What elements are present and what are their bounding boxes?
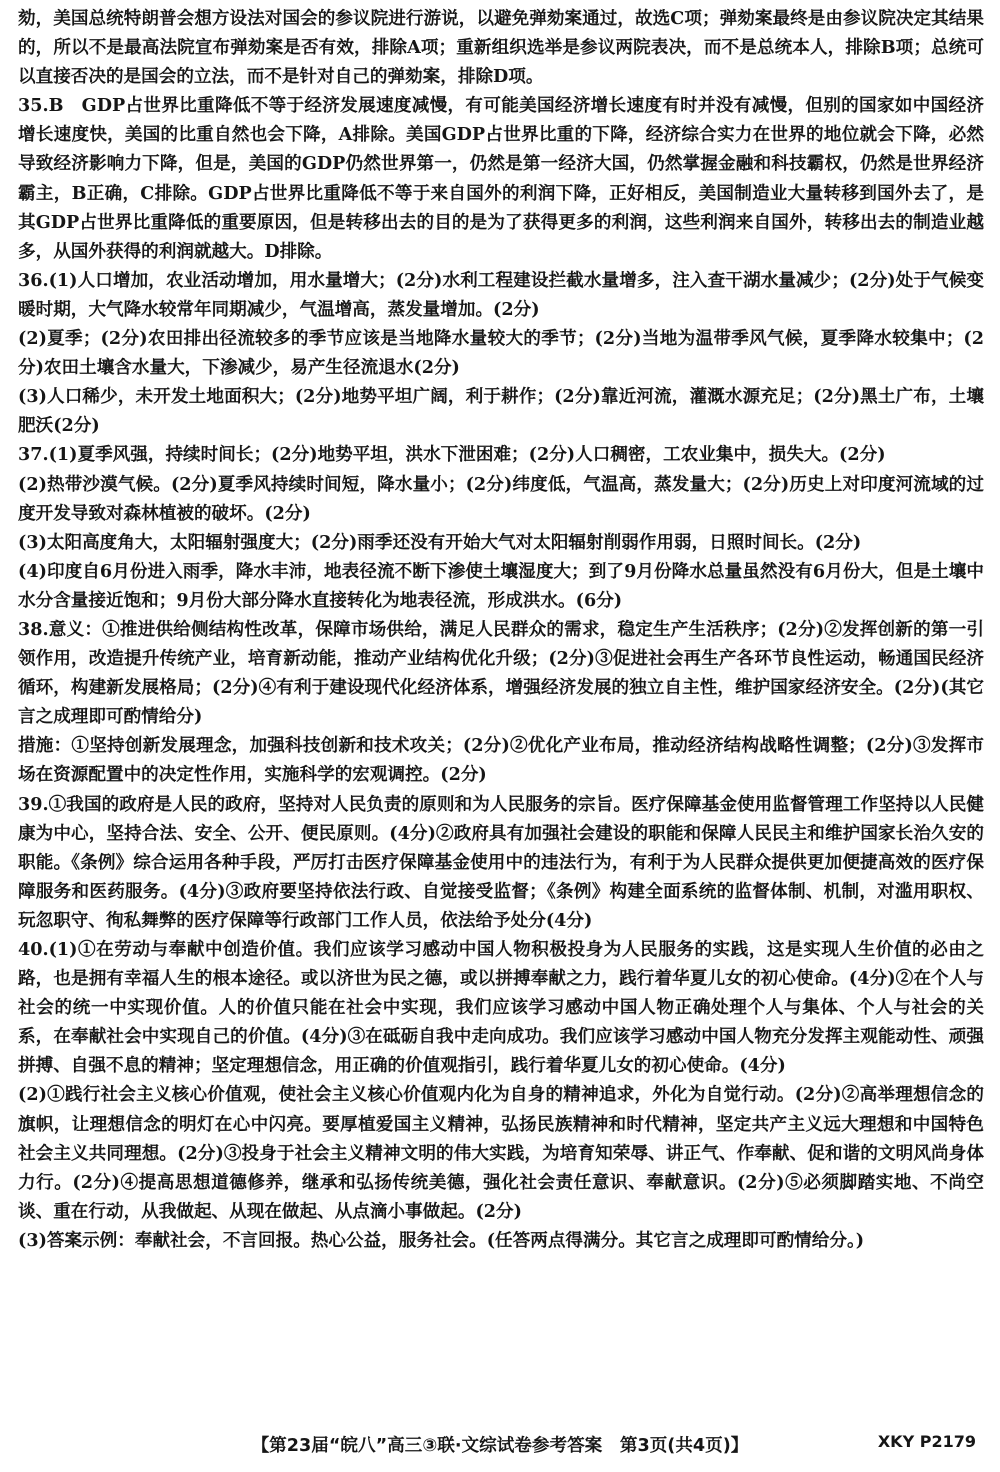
answer-36-part-3: (3)人口稀少，未开发土地面积大；(2分)地势平坦广阔，利于耕作；(2分)靠近河流，灌溉水源充足；(2分)黑土广布，土壤肥沃(2分)	[18, 386, 984, 437]
answer-40-part-2: (2)①践行社会主义核心价值观，使社会主义核心价值观内化为自身的精神追求，外化为自觉行动。(2分)②高举理想信念的旗帜，让理想信念的明灯在心中闪亮。要厚植爱国主义精神，弘扬民族精神和时代精神，坚定共产主义远大理想和中国特色社会主义共同理想。(2分)③投身于社会主义精神文明的伟大实践，为培育知荣辱、讲正气、作奉献、促和谐的文明风尚身体力行。(2分)④提高思想道德修养，继承和弘扬传统美德，强化社会责任意识、奉献意识。(2分)⑤必须脚踏实地、不尚空谈、重在行动，从我做起、从现在做起、从点滴小事做起。(2分)	[18, 1084, 984, 1222]
answer-39: 39.①我国的政府是人民的政府，坚持对人民负责的原则和为人民服务的宗旨。医疗保障基金使用监督管理工作坚持以人民健康为中心，坚持合法、安全、公开、便民原则。(4分)②政府具有加强社会建设的职能和保障人民民主和维护国家长治久安的职能。《条例》综合运用各种手段，严厉打击医疗保障基金使用中的违法行为，有利于为人民群众提供更加便捷高效的医疗保障服务和医药服务。(4分)③政府要坚持依法行政、自觉接受监督；《条例》构建全面系统的监督体制、机制，对滥用职权、玩忽职守、徇私舞弊的医疗保障等行政部门工作人员，依法给予处分(4分)	[18, 793, 984, 931]
answer-content	[18, 4, 984, 1255]
footer-code: XKY P2179	[877, 1432, 976, 1451]
answer-40-part-3: (3)答案示例：奉献社会，不言回报。热心公益，服务社会。(任答两点得满分。其它言之成理即可酌情给分。)	[18, 1229, 865, 1251]
paragraph-34-continued: 劾，美国总统特朗普会想方设法对国会的参议院进行游说，以避免弹劾案通过，故选C项；弹劾案最终是由参议院决定其结果的，所以不是最高法院宣布弹劾案是否有效，排除A项；重新组织选举是参议两院表决，而不是总统本人，排除B项；总统可以直接否决的是国会的立法，而不是针对自己的弹劾案，排除D项。	[18, 8, 984, 88]
answer-37-part-3: (3)太阳高度角大，太阳辐射强度大；(2分)雨季还没有开始大气对太阳辐射削弱作用弱，日照时间长。(2分)	[18, 531, 862, 553]
answer-40-part-1: 40.(1)①在劳动与奉献中创造价值。我们应该学习感动中国人物积极投身为人民服务的实践，这是实现人生价值的必由之路，也是拥有幸福人生的根本途径。或以济世为民之德，或以拼搏奉献之力，践行着华夏儿女的初心使命。(4分)②在个人与社会的统一中实现价值。人的价值只能在社会中实现，我们应该学习感动中国人物正确处理个人与集体、个人与社会的关系，在奉献社会中实现自己的价值。(4分)③在砥砺自我中走向成功。我们应该学习感动中国人物充分发挥主观能动性、顽强拼搏、自强不息的精神；坚定理想信念，用正确的价值观指引，践行着华夏儿女的初心使命。(4分)	[18, 939, 984, 1077]
footer-title: 【第23届“皖八”高三③联·文综试卷参考答案 第3页(共4页)】	[251, 1436, 749, 1456]
answer-37-part-2: (2)热带沙漠气候。(2分)夏季风持续时间短，降水量小；(2分)纬度低，气温高，蒸发量大；(2分)历史上对印度河流域的过度开发导致对森林植被的破坏。(2分)	[18, 473, 984, 524]
page-footer	[0, 1432, 1000, 1457]
answer-36-part-1: 36.(1)人口增加，农业活动增加，用水量增大；(2分)水利工程建设拦截水量增多，注入查干湖水量减少；(2分)处于气候变暖时期，大气降水较常年同期减少，气温增高，蒸发量增加。(2分)	[18, 269, 984, 320]
answer-36-part-2: (2)夏季；(2分)农田排出径流较多的季节应该是当地降水量较大的季节；(2分)当地为温带季风气候，夏季降水较集中；(2分)农田土壤含水量大，下渗减少，易产生径流退水(2分)	[18, 328, 984, 379]
answer-35: 35.B GDP占世界比重降低不等于经济发展速度减慢，有可能美国经济增长速度有时并没有减慢，但别的国家如中国经济增长速度快，美国的比重自然也会下降，A排除。美国GDP占世界比重的下降，经济综合实力在世界的地位就会下降，必然导致经济影响力下降，但是，美国的GDP仍然世界第一，仍然是第一经济大国，仍然掌握金融和科技霸权，仍然是世界经济霸主，B正确，C排除。GDP占世界比重降低不等于来自国外的利润下降，正好相反，美国制造业大量转移到国外去了，是其GDP占世界比重降低的重要原因，但是转移出去的目的是为了获得更多的利润，这些利润来自国外，转移出去的制造业越多，从国外获得的利润就越大。D排除。	[18, 95, 984, 262]
answer-37-part-1: 37.(1)夏季风强，持续时间长；(2分)地势平坦，洪水下泄困难；(2分)人口稠密，工农业集中，损失大。(2分)	[18, 444, 886, 466]
answer-38-significance: 38.意义：①推进供给侧结构性改革，保障市场供给，满足人民群众的需求，稳定生产生活秩序；(2分)②发挥创新的第一引领作用，改造提升传统产业，培育新动能，推动产业结构优化升级；(2分)③促进社会再生产各环节良性运动，畅通国民经济循环，构建新发展格局；(2分)④有利于建设现代化经济体系，增强经济发展的独立自主性，维护国家经济安全。(2分)(其它言之成理即可酌情给分)	[18, 618, 984, 728]
answer-38-measures: 措施：①坚持创新发展理念，加强科技创新和技术攻关；(2分)②优化产业布局，推动经济结构战略性调整；(2分)③发挥市场在资源配置中的决定性作用，实施科学的宏观调控。(2分)	[18, 735, 984, 786]
answer-37-part-4: (4)印度自6月份进入雨季，降水丰沛，地表径流不断下渗使土壤湿度大；到了9月份降水总量虽然没有6月份大，但是土壤中水分含量接近饱和；9月份大部分降水直接转化为地表径流，形成洪水。(6分)	[18, 560, 984, 611]
